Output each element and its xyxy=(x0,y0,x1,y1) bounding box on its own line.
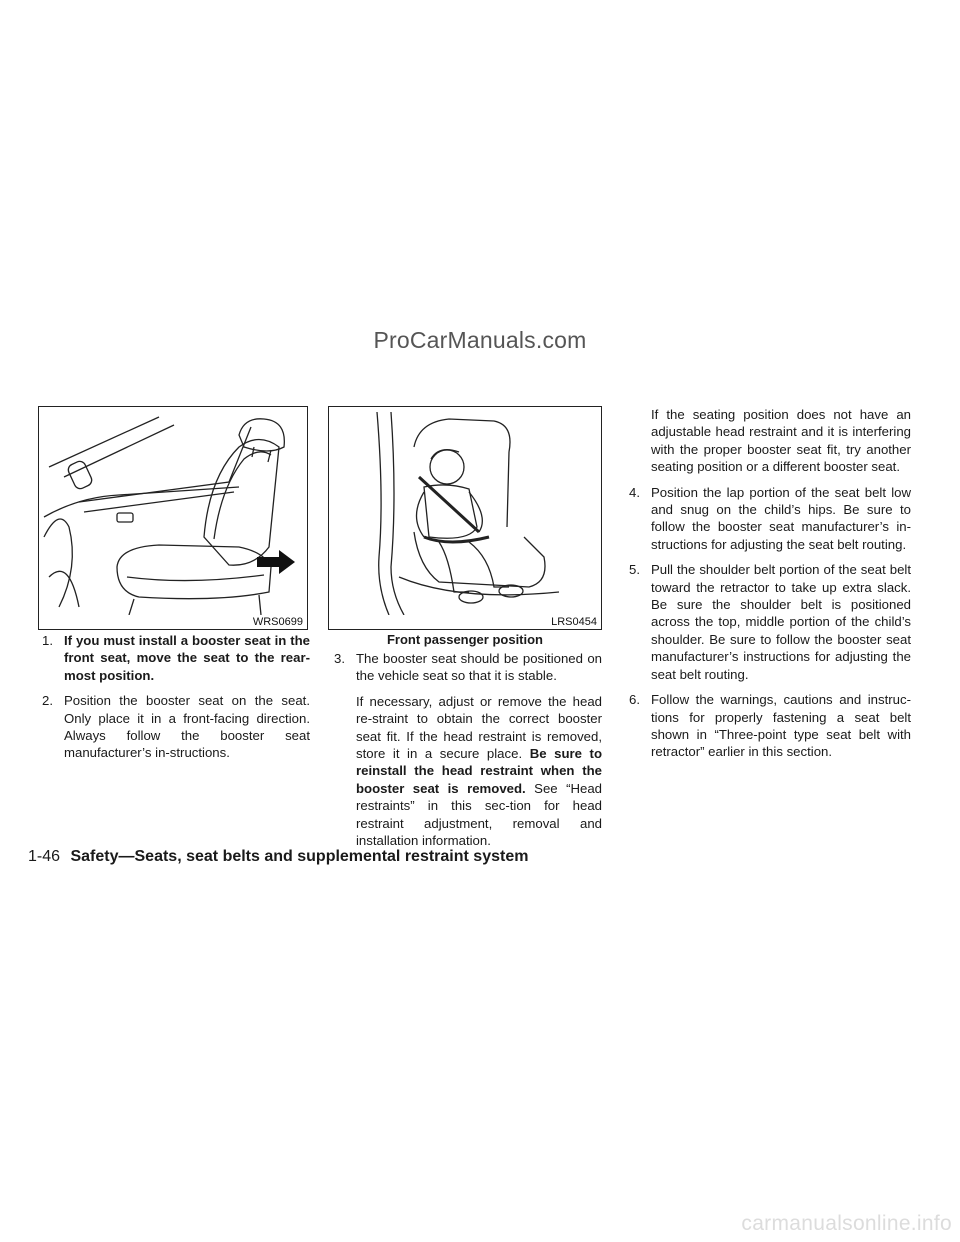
item-text: The booster seat should be positioned on the vehicle seat so that it is stable. xyxy=(356,651,602,684)
list-item-5 xyxy=(615,561,911,683)
paragraph-seating-position: If the seating position does not have an adjustable head restraint and it is interfering with the proper booster seat fit, try another seating position or a different booster seat. xyxy=(651,407,911,475)
figure-code: LRS0454 xyxy=(551,616,597,628)
item-number: 5. xyxy=(629,562,640,578)
figure-front-passenger xyxy=(328,406,602,630)
item-number: 4. xyxy=(629,484,640,500)
page-footer xyxy=(28,848,928,866)
figure-code: WRS0699 xyxy=(252,616,303,628)
figure-booster-seat-front xyxy=(38,406,308,630)
column-2 xyxy=(320,650,602,857)
paragraph-text: If necessary, adjust or remove the head re-straint to obtain the correct booster seat fit. If the head restraint is removed, store it in a secure place. xyxy=(356,693,602,762)
column-3 xyxy=(615,406,911,769)
list-item-2 xyxy=(28,692,310,762)
list-item-6 xyxy=(615,691,911,761)
item-text: Pull the shoulder belt portion of the seat belt toward the retractor to take up extra slack. Be sure the shoulder belt is positioned across the top, middle portion of the child’s shoulder. Be sure to follow the booster seat manufacturer’s instructions for adjusting the seat belt routing. xyxy=(651,562,911,682)
column-1 xyxy=(28,632,310,770)
section-title: Safety—Seats, seat belts and supplemental restraint system xyxy=(70,848,529,865)
list-item-4 xyxy=(615,484,911,554)
item-text: Follow the warnings, cautions and instruc-tions for properly fastening a seat belt shown in “Three-point type seat belt with retractor” earlier in this section. xyxy=(651,692,911,760)
paragraph-head-restraint xyxy=(320,693,602,850)
item-text: Position the lap portion of the seat belt low and snug on the child’s hips. Be sure to follow the booster seat manufacturer’s in-structions for adjusting the seat belt routing. xyxy=(651,484,911,552)
item-text: If you must install a booster seat in the front seat, move the seat to the rear-most position. xyxy=(64,633,310,683)
child-booster-illustration xyxy=(329,407,600,615)
item-number: 6. xyxy=(629,692,640,708)
item-number: 3. xyxy=(334,651,345,666)
list-item-1 xyxy=(28,632,310,684)
figure-caption: Front passenger position xyxy=(386,632,543,647)
watermark-carmanualsonline: carmanualsonline.info xyxy=(741,1212,952,1235)
car-seat-illustration xyxy=(39,407,306,615)
list-item-3 xyxy=(320,650,602,685)
paragraph-bold: Be sure to reinstall the head restraint when the booster seat is removed. xyxy=(356,746,602,796)
paragraph-text: See “Head restraints” in this sec-tion for head restraint adjustment, removal and installation information. xyxy=(356,780,602,849)
watermark-procarmanuals: ProCarManuals.com xyxy=(373,327,587,353)
item-number: 1. xyxy=(42,633,53,648)
item-number: 2. xyxy=(42,693,53,709)
item-text: Position the booster seat on the seat. Only place it in a front-facing direction. Always follow the booster seat manufacturer’s in-structions. xyxy=(64,693,310,761)
page-number: 1-46 xyxy=(28,848,61,865)
